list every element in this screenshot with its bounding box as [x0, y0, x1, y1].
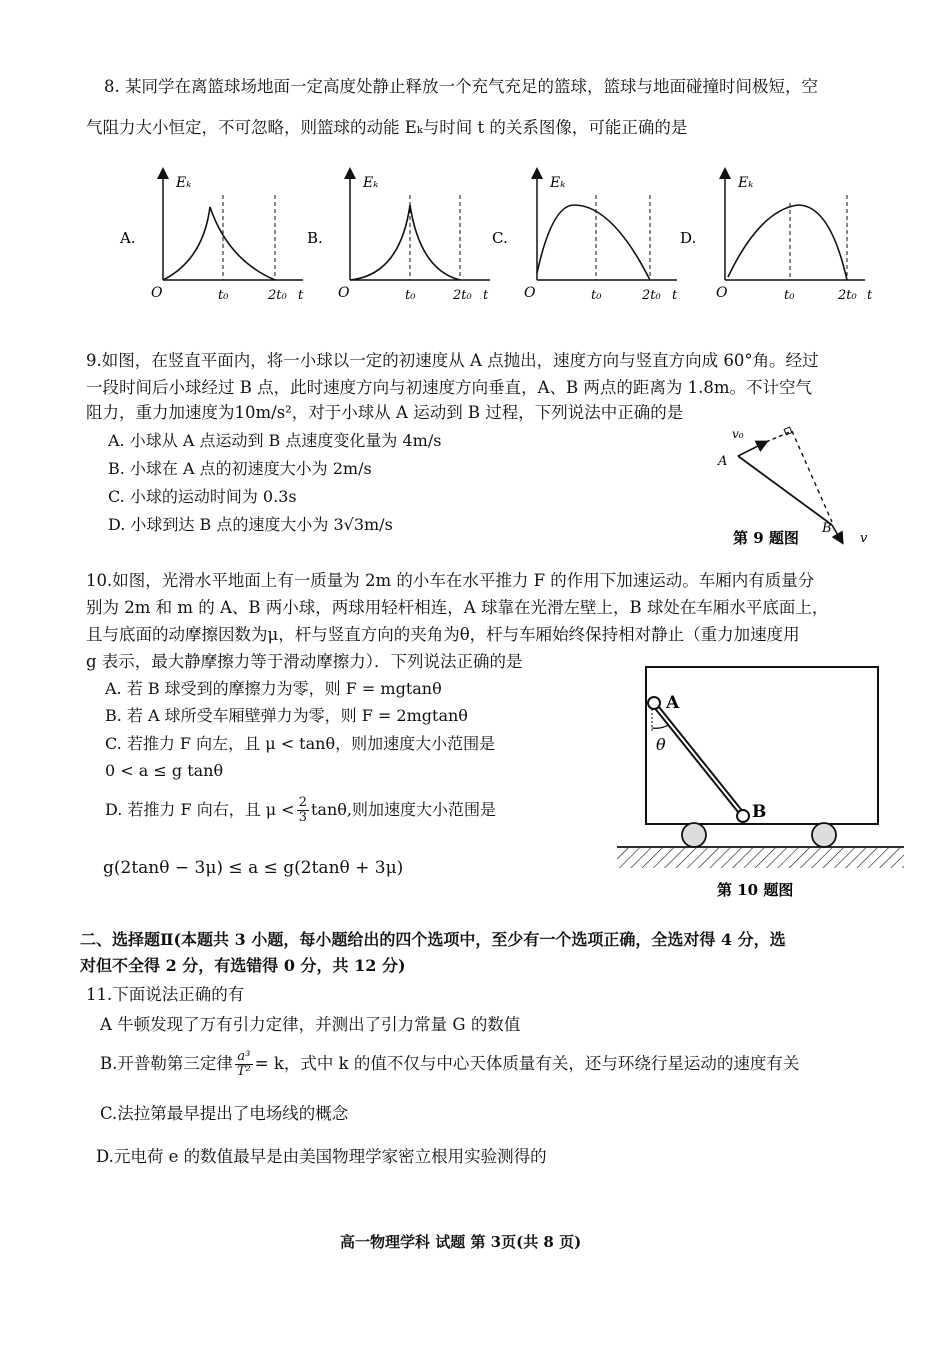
q10-option-c: C. 若推力 F 向左，且 μ < tanθ，则加速度大小范围是 — [105, 734, 496, 753]
graph-d-origin: O — [716, 285, 728, 301]
graph-d-xlabel: t — [867, 288, 873, 303]
q10-wheel-right — [812, 823, 836, 847]
graph-b-t0: t₀ — [405, 288, 416, 303]
q9-line1: 9.如图，在竖直平面内，将一小球以一定的初速度从 A 点抛出，速度方向与竖直方向成 60°角。经过 — [86, 351, 819, 370]
graph-d-label: D. — [680, 229, 697, 247]
q10-option-d-post: tanθ,则加速度大小范围是 — [310, 800, 496, 819]
q10-ball-b — [737, 810, 749, 822]
graph-b-2t0: 2t₀ — [453, 288, 472, 303]
q10-figure — [612, 660, 912, 910]
q11-option-b — [100, 1050, 799, 1079]
q10-option-c-range: 0 < a ≤ g tanθ — [105, 761, 224, 780]
q9-option-b: B. 小球在 A 点的初速度大小为 2m/s — [108, 459, 372, 478]
graph-d-curve — [728, 205, 847, 280]
q9-dashed-vertical — [792, 431, 832, 522]
q9-right-angle-mark — [784, 427, 792, 435]
q11-option-b-post: = k，式中 k 的值不仅与中心天体质量有关，还与环绕行星运动的速度有关 — [254, 1054, 800, 1073]
q9-label-b: B — [822, 521, 832, 536]
q8-line2: 气阻力大小恒定，不可忽略，则篮球的动能 Eₖ与时间 t 的关系图像，可能正确的是 — [86, 118, 688, 137]
graph-b-ylabel: Eₖ — [363, 175, 379, 191]
q8-line1: 8. 某同学在离篮球场地面一定高度处静止释放一个充气充足的篮球，篮球与地面碰撞时间极短，空 — [104, 77, 818, 96]
q10-ground-hatch — [617, 848, 904, 868]
q11-option-b-pre: B.开普勒第三定律 — [100, 1054, 233, 1073]
graph-b-xlabel: t — [483, 288, 489, 303]
graph-c-origin: O — [524, 285, 536, 301]
graph-a-curve — [163, 207, 275, 280]
graph-a-origin: O — [151, 285, 163, 301]
q9-line3: 阻力，重力加速度为10m/s²，对于小球从 A 运动到 B 过程，下列说法中正确的是 — [86, 403, 684, 422]
q10-label-theta: θ — [656, 735, 666, 754]
q10-option-d — [105, 796, 496, 825]
q9-line2: 一段时间后小球经过 B 点，此时速度方向与初速度方向垂直，A、B 两点的距离为 1.8m。不计空气 — [86, 378, 813, 397]
q11-option-b-fraction — [235, 1050, 253, 1079]
q11-option-b-den: T² — [236, 1064, 251, 1079]
q10-label-b: B — [752, 802, 767, 822]
q10-label-a: A — [666, 693, 680, 713]
q9-option-a: A. 小球从 A 点运动到 B 点速度变化量为 4m/s — [108, 431, 442, 450]
graph-b-curve — [350, 205, 460, 280]
q11-option-c: C.法拉第最早提出了电场线的概念 — [100, 1104, 349, 1123]
q10-option-d-pre: D. 若推力 F 向右，且 μ < — [105, 800, 295, 819]
graph-a-t0: t₀ — [218, 288, 229, 303]
q10-wheel-left — [682, 823, 706, 847]
q9-figure — [700, 420, 890, 550]
graph-a-label: A. — [120, 229, 136, 247]
q10-option-d-fraction — [297, 796, 309, 825]
q9-dashed-extension — [766, 431, 792, 442]
graph-b — [305, 165, 505, 305]
q10-ball-a — [648, 697, 660, 709]
q9-v-arrow — [832, 525, 842, 542]
graph-c-xlabel: t — [672, 288, 678, 303]
q10-cart-box — [646, 667, 878, 824]
q10-line4: g 表示，最大静摩擦力等于滑动摩擦力）．下列说法正确的是 — [86, 652, 523, 671]
q10-line1: 10.如图，光滑水平地面上有一质量为 2m 的小车在水平推力 F 的作用下加速运动。车厢内有质量分 — [86, 571, 815, 590]
graph-a-ylabel: Eₖ — [176, 175, 192, 191]
graph-b-label: B. — [307, 229, 323, 247]
graph-c — [492, 165, 692, 305]
section2-line2: 对但不全得 2 分，有选错得 0 分，共 12 分) — [80, 956, 406, 975]
q10-option-a: A. 若 B 球受到的摩擦力为零，则 F = mgtanθ — [105, 679, 442, 698]
q11-option-d: D.元电荷 e 的数值最早是由美国物理学家密立根用实验测得的 — [96, 1147, 547, 1166]
q11-stem: 11.下面说法正确的有 — [86, 985, 245, 1004]
q11-option-b-num: a³ — [235, 1050, 253, 1065]
q9-option-c: C. 小球的运动时间为 0.3s — [108, 487, 297, 506]
graph-c-2t0: 2t₀ — [642, 288, 661, 303]
q10-caption: 第 10 题图 — [717, 881, 794, 899]
q9-option-d: D. 小球到达 B 点的速度大小为 3√3m/s — [108, 515, 393, 534]
q10-option-d-den: 3 — [298, 810, 307, 825]
q10-option-d-num: 2 — [298, 795, 307, 810]
q9-caption: 第 9 题图 — [733, 529, 799, 547]
graph-a-2t0: 2t₀ — [268, 288, 287, 303]
graph-c-curve — [537, 205, 650, 280]
graph-a — [118, 165, 318, 305]
graph-c-ylabel: Eₖ — [550, 175, 566, 191]
graph-a-xlabel: t — [298, 288, 304, 303]
graph-d-t0: t₀ — [784, 288, 795, 303]
q10-line2: 别为 2m 和 m 的 A、B 两小球，两球用轻杆相连，A 球靠在光滑左壁上，B 球处在车厢水平底面上， — [86, 598, 829, 617]
q9-label-a: A — [718, 454, 728, 469]
q9-label-v0: v₀ — [732, 427, 744, 441]
q11-option-a: A 牛顿发现了万有引力定律，并测出了引力常量 G 的数值 — [100, 1015, 521, 1034]
q10-option-b: B. 若 A 球所受车厢壁弹力为零，则 F = 2mgtanθ — [105, 706, 468, 725]
q10-option-d-range: g(2tanθ − 3μ) ≤ a ≤ g(2tanθ + 3μ) — [103, 858, 404, 878]
graph-d-2t0: 2t₀ — [838, 288, 857, 303]
graph-d — [680, 165, 880, 305]
q9-label-v: v — [860, 531, 868, 546]
section2-line1: 二、选择题Ⅱ(本题共 3 小题，每小题给出的四个选项中，至少有一个选项正确，全选对得 4 分，选 — [80, 930, 786, 949]
q9-v0-arrow — [738, 442, 766, 456]
page-footer: 高一物理学科 试题 第 3页(共 8 页) — [340, 1233, 582, 1251]
graph-c-t0: t₀ — [591, 288, 602, 303]
graph-c-label: C. — [492, 229, 508, 247]
graph-b-origin: O — [338, 285, 350, 301]
q10-rod-inner — [654, 704, 743, 815]
q10-line3: 且与底面的动摩擦因数为μ，杆与竖直方向的夹角为θ，杆与车厢始终保持相对静止（重力加速度用 — [86, 625, 800, 644]
graph-d-ylabel: Eₖ — [738, 175, 754, 191]
